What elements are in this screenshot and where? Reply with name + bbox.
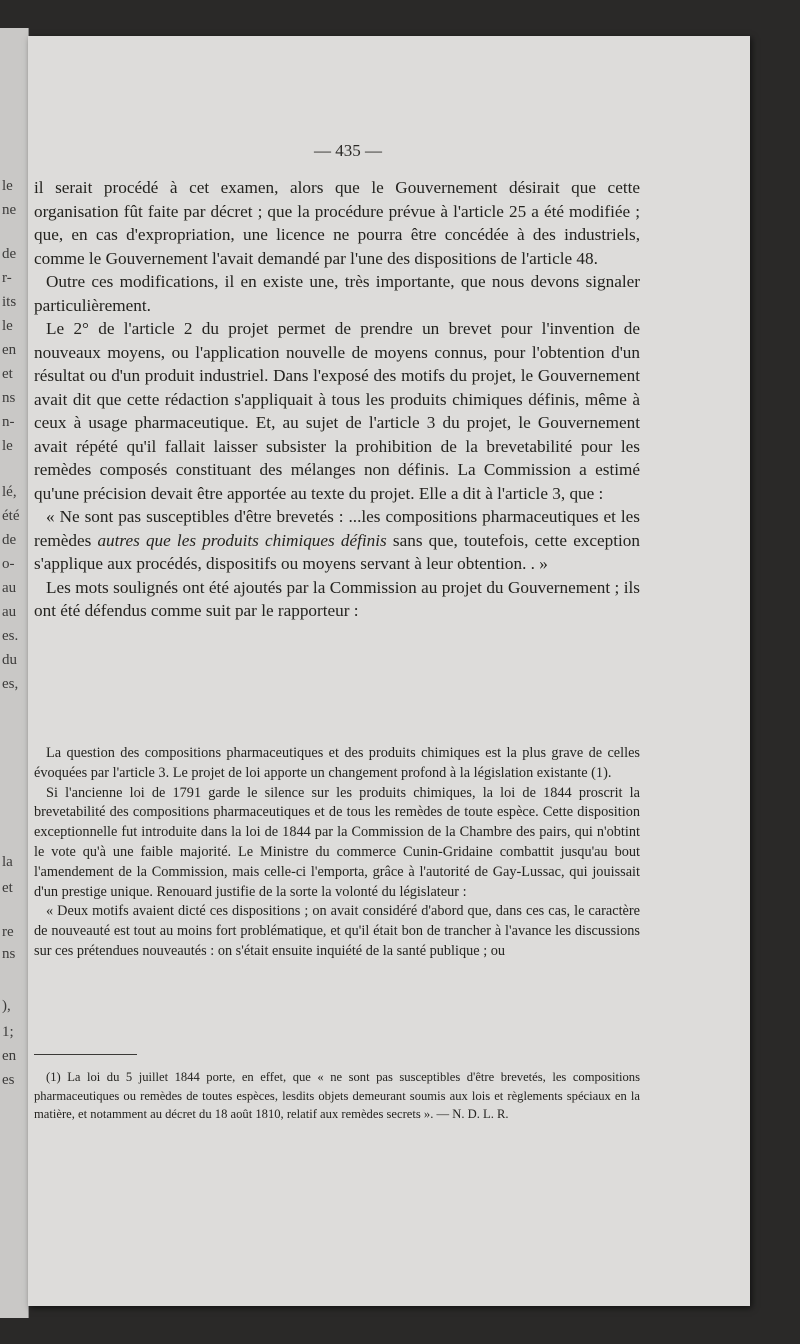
rapporteur-quotation <box>34 744 640 962</box>
paragraph: Les mots soulignés ont été ajoutés par la Commission au projet du Gouvernement ; ils ont été défendus comme suit par le rapporteur : <box>34 577 640 620</box>
fragment: re <box>2 924 14 940</box>
quote-text: « Ne sont pas susceptibles d'être brevetés : ...les compositions pharmaceutiques et les remèdes <box>34 507 640 550</box>
paragraph: il serait procédé à cet examen, alors que le Gouvernement désirait que cette organisation fût faite par décret ; que la procédure prévue à l'article 25 a été modifiée ; que, en cas d'expropriation, une licence ne pourra être concédée à des industriels, comme le Gouvernement l'avait demandé par l'une des dispositions de l'article 48. <box>34 178 640 268</box>
footnote-rule <box>34 1054 137 1055</box>
adjacent-page-fragments <box>0 28 28 1318</box>
paragraph: La question des compositions pharmaceutiques et des produits chimiques est la plus grave de celles évoquées par l'article 3. Le projet de loi apporte un changement profond à la législation existante (1). <box>34 745 640 781</box>
fragment: au <box>2 604 17 620</box>
fragment: 1; <box>2 1024 14 1040</box>
fragment: lé, <box>2 484 17 500</box>
fragment: its <box>2 294 17 310</box>
quote-text: sans que, toutefois, cette exception s'applique aux procédés, dispositifs ou moyens servant à leur obtention. . » <box>34 530 640 573</box>
paragraph: « Deux motifs avaient dicté ces dispositions ; on avait considéré d'abord que, dans ces cas, le caractère de nouveauté est tout au moins fort problématique, et qu'il était bon de trancher à l'avance les discussions sur ces prétendues nouveautés : on s'était ensuite inquiété de la santé publique ; ou <box>34 903 640 959</box>
fragment: es, <box>2 676 19 692</box>
fragment: et <box>2 880 13 896</box>
fragment: ), <box>2 998 11 1014</box>
fragment: en <box>2 1048 17 1064</box>
paragraph-quoted-article <box>34 505 640 576</box>
adjacent-page-edge <box>0 28 29 1318</box>
fragment: de <box>2 532 17 548</box>
page-number: — 435 — <box>314 141 382 160</box>
fragment: ns <box>2 946 16 962</box>
fragment: du <box>2 652 17 668</box>
paragraph: Si l'ancienne loi de 1791 garde le silence sur les produits chimiques, la loi de 1844 proscrit la brevetabilité des compositions pharmaceutiques et de tous les remèdes de toute espèce. Cette disposition exceptionnelle fut introduite dans la loi de 1844 par la Commission de la Chambre des pairs, qui n'obtint le vote qu'à une faible majorité. Le Ministre du commerce Cunin-Gridaine combattit jusqu'au bout l'amendement de la Commission, mais celle-ci l'emporta, grâce à l'autorité de Gay-Lussac, qui jouissait d'un prestige unique. Renouard justifie de la sorte la volonté du législateur : <box>34 784 640 900</box>
fragment: o- <box>2 556 15 572</box>
fragment: en <box>2 342 17 358</box>
fragment: de <box>2 246 17 262</box>
footnote-text: (1) La loi du 5 juillet 1844 porte, en effet, que « ne sont pas susceptibles d'être brevetés, les compositions pharmaceutiques ou remèdes de toutes espèces, lesdits objets demeurant soumis aux lois et règlements spéciaux en la matière, et notamment au décret du 18 août 1810, relatif aux remèdes secrets ». — N. D. L. R. <box>34 1070 640 1121</box>
fragment: au <box>2 580 17 596</box>
fragment: été <box>2 508 20 524</box>
fragment: r- <box>2 270 12 286</box>
footnote <box>34 1068 640 1124</box>
main-text <box>34 176 640 623</box>
fragment: n- <box>2 414 15 430</box>
fragment: et <box>2 366 13 382</box>
book-page <box>28 36 750 1306</box>
paragraph: Outre ces modifications, il en existe une, très importante, que nous devons signaler particulièrement. <box>34 272 640 315</box>
underlined-words: autres que les produits chimiques définis <box>97 530 387 550</box>
fragment: le <box>2 438 13 454</box>
fragment: le <box>2 178 13 194</box>
fragment: ne <box>2 202 17 218</box>
fragment: ns <box>2 390 16 406</box>
paragraph: Le 2° de l'article 2 du projet permet de prendre un brevet pour l'invention de nouveaux moyens, ou l'application nouvelle de moyens connus, pour l'obtention d'un résultat ou d'un produit industriel. Dans l'exposé des motifs du projet, le Gouvernement avait dit que cette rédaction s'appliquait à tous les produits chimiques définis, même à ceux à usage pharmaceutique. Et, au sujet de l'article 3 du projet, le Gouvernement avait répété qu'il fallait laisser subsister la prohibition de la brevetabilité pour les remèdes composés constituant des mélanges non définis. La Commission a estimé qu'une précision devait être apportée au texte du projet. Elle a dit à l'article 3, que : <box>34 319 640 503</box>
fragment: le <box>2 318 13 334</box>
fragment: es <box>2 1072 15 1088</box>
fragment: es. <box>2 628 19 644</box>
fragment: la <box>2 854 13 870</box>
